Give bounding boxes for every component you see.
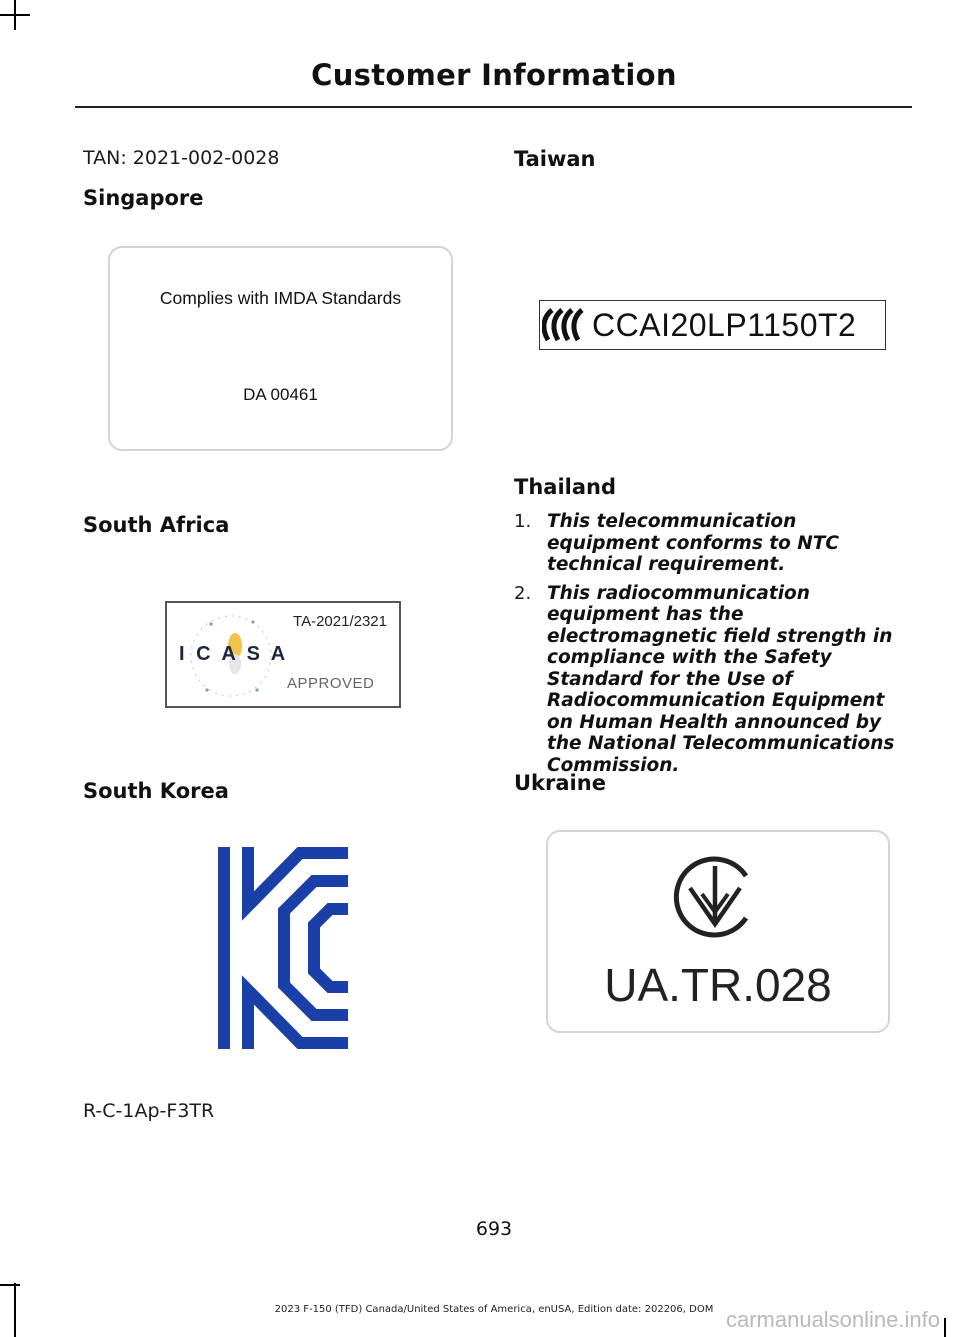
ukraine-cert-code: UA.TR.028 <box>604 959 832 1011</box>
ukraine-conformity-mark-icon <box>672 854 758 940</box>
south-korea-heading: South Korea <box>83 779 229 803</box>
singapore-heading: Singapore <box>83 186 204 210</box>
list-item <box>514 583 914 777</box>
taiwan-ncc-label <box>539 300 886 350</box>
watermark: carmanualsonline.info <box>725 1307 940 1332</box>
taiwan-heading: Taiwan <box>514 147 596 171</box>
icasa-approved-text: APPROVED <box>287 675 375 692</box>
crop-mark-bottom-right-v <box>944 1318 946 1337</box>
singapore-imda-label <box>108 246 453 451</box>
imda-da-number: DA 00461 <box>243 385 318 404</box>
thailand-requirements-list <box>514 511 914 783</box>
crop-mark-bottom-left-h <box>0 1284 20 1286</box>
kc-mark-icon <box>218 847 348 1049</box>
thailand-heading: Thailand <box>514 475 616 499</box>
taiwan-ncc-code: CCAI20LP1150T2 <box>592 307 857 343</box>
edition-footer: 2023 F-150 (TFD) Canada/United States of America, enUSA, Edition date: 202206, DOM <box>274 1304 714 1315</box>
icasa-approval-label <box>165 601 401 708</box>
tan-number: TAN: 2021-002-0028 <box>83 147 280 169</box>
imda-compliance-text: Complies with IMDA Standards <box>159 288 402 308</box>
ncc-logo-icon <box>542 302 590 348</box>
list-item <box>514 511 914 576</box>
list-item-number: 1. <box>514 511 532 532</box>
icasa-logo-letters: I C A S A <box>179 643 289 665</box>
header-divider <box>75 106 912 108</box>
list-item-number: 2. <box>514 582 532 604</box>
page-number: 693 <box>475 1218 513 1240</box>
ukraine-conformity-label <box>546 830 890 1033</box>
ukraine-heading: Ukraine <box>514 771 606 795</box>
south-africa-heading: South Africa <box>83 513 230 537</box>
page-title: Customer Information <box>311 58 677 92</box>
list-item-text: This telecommunication equipment conforms to NTC technical requirement. <box>547 511 839 575</box>
crop-mark-top-left-h <box>0 14 30 16</box>
icasa-ta-number: TA-2021/2321 <box>293 613 387 630</box>
list-item-text: This radiocommunication equipment has the electromagnetic field strength in compliance with the Safety Standard for the Use of Radiocommunication Equipment on Human Health announced by the National Telecommunications Commission. <box>547 582 895 776</box>
korea-cert-number: R-C-1Ap-F3TR <box>83 1100 215 1122</box>
